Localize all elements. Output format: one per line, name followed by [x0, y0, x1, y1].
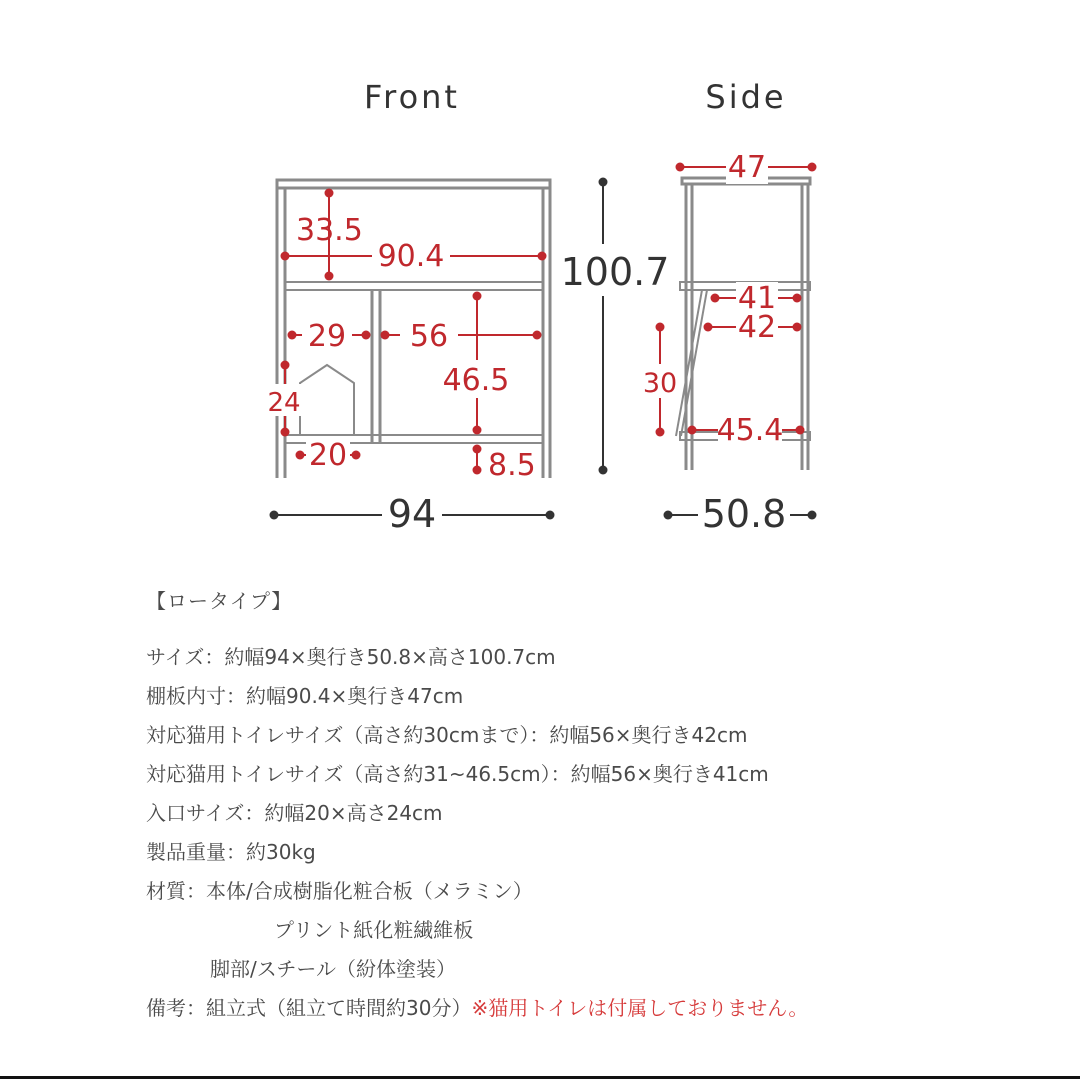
- spec-entrance: 入口サイズ：約幅20×高さ24cm: [146, 801, 443, 825]
- dim-litter-width: 56: [409, 319, 449, 354]
- spec-note: [146, 989, 1046, 1028]
- dim-height-30: 30: [642, 368, 678, 399]
- dim-litter-height: 46.5: [442, 363, 510, 398]
- dim-depth-b: 42: [737, 310, 777, 345]
- dim-entrance-height: 24: [267, 388, 301, 418]
- spec-toilet-size-1: 対応猫用トイレサイズ（高さ約30cmまで）：約幅56×奥行き42cm: [146, 723, 748, 747]
- spec-material-1: 材質：本体/合成樹脂化粧合板（メラミン）: [146, 879, 533, 903]
- dim-total-depth: 50.8: [701, 492, 787, 536]
- front-view-title: Front: [364, 78, 460, 116]
- dim-leg-height: 8.5: [488, 448, 536, 483]
- spec-shelf-inner: 棚板内寸：約幅90.4×奥行き47cm: [146, 684, 464, 708]
- dim-entrance-width: 20: [308, 438, 348, 473]
- dim-depth-a: 41: [737, 281, 777, 316]
- dim-shelf-width: 90.4: [377, 239, 445, 274]
- dim-entrance-side-width: 29: [307, 319, 347, 354]
- dim-total-height: 100.7: [560, 250, 670, 294]
- spec-note-warning: ※猫用トイレは付属しておりません。: [471, 996, 809, 1020]
- spec-material-3: 脚部/スチール（紛体塗装）: [210, 957, 456, 981]
- spec-list: [146, 585, 1046, 1028]
- spec-toilet-size-2: 対応猫用トイレサイズ（高さ約31~46.5cm）：約幅56×奥行き41cm: [146, 762, 769, 786]
- spec-note-prefix: 備考：組立式（組立て時間約30分）: [146, 996, 472, 1020]
- dim-shelf-depth: 47: [727, 150, 767, 185]
- dim-shelf-height: 33.5: [296, 213, 363, 248]
- spec-material-2: プリント紙化粧繊維板: [274, 918, 474, 942]
- bottom-rule: [0, 1076, 1080, 1079]
- dim-depth-c: 45.4: [716, 413, 784, 448]
- spec-weight: 製品重量：約30kg: [146, 840, 316, 864]
- spec-heading: 【ロータイプ】: [146, 589, 293, 613]
- total-height-line: [599, 178, 608, 475]
- dim-total-width: 94: [387, 492, 437, 536]
- spec-size: サイズ：約幅94×奥行き50.8×高さ100.7cm: [146, 645, 556, 669]
- side-view-title: Side: [705, 78, 787, 116]
